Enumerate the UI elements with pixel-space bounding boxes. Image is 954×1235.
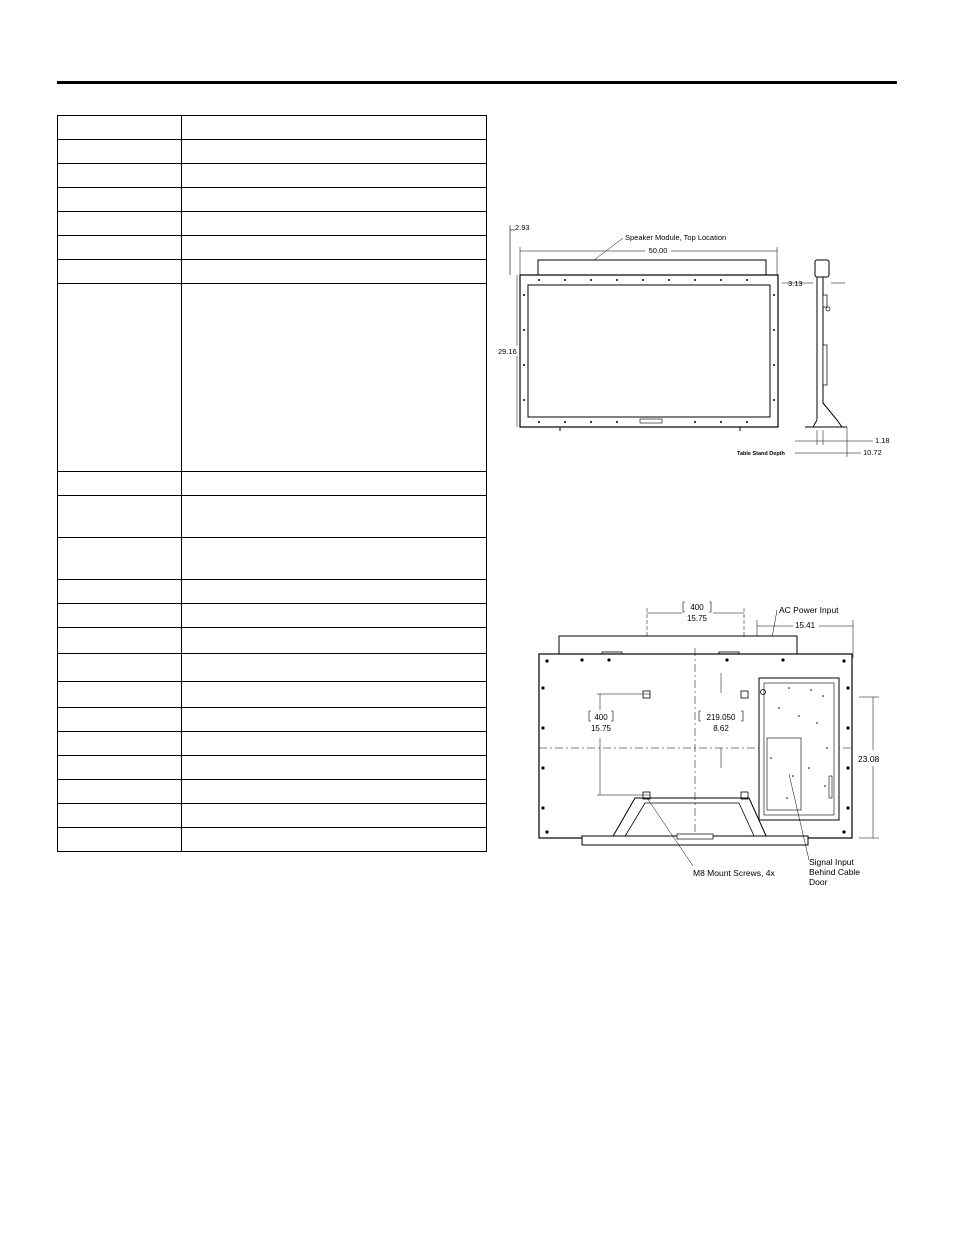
spec-label-cell — [58, 212, 182, 236]
spec-label-cell — [58, 116, 182, 140]
spec-row — [58, 604, 487, 628]
spec-value-cell — [182, 284, 487, 472]
spec-label-cell — [58, 708, 182, 732]
spec-label-cell — [58, 804, 182, 828]
cable-door — [759, 678, 839, 820]
rear-speaker-bar — [559, 636, 797, 654]
spec-value-cell — [182, 212, 487, 236]
signal-input-label-line2: Behind Cable — [809, 867, 861, 877]
spec-row — [58, 284, 487, 472]
spec-value-cell — [182, 804, 487, 828]
spec-value-cell — [182, 654, 487, 682]
spec-row — [58, 732, 487, 756]
spec-value-cell — [182, 188, 487, 212]
monitor-outline — [520, 275, 778, 427]
spec-label-cell — [58, 654, 182, 682]
spec-value-cell — [182, 260, 487, 284]
spec-value-cell — [182, 682, 487, 708]
spec-row — [58, 654, 487, 682]
dim-height-rear: 23.08 — [858, 754, 880, 764]
signal-input-label-line1: Signal Input — [809, 857, 854, 867]
spec-label-cell — [58, 260, 182, 284]
spec-value-cell — [182, 140, 487, 164]
vesa-v-in: 15.75 — [590, 724, 612, 733]
spec-label-cell — [58, 780, 182, 804]
spec-value-cell — [182, 756, 487, 780]
spec-row — [58, 828, 487, 852]
spec-row — [58, 538, 487, 580]
spec-label-cell — [58, 236, 182, 260]
spec-label-cell — [58, 828, 182, 852]
vesa-h-in: 15.75 — [686, 614, 708, 623]
spec-value-cell — [182, 538, 487, 580]
spec-value-cell — [182, 708, 487, 732]
spec-row — [58, 780, 487, 804]
dim-side-depth: 1.18 — [875, 436, 890, 445]
spec-label-cell — [58, 284, 182, 472]
rear-view-drawing — [527, 598, 892, 890]
mount-screws-label: M8 Mount Screws, 4x — [693, 868, 775, 878]
ac-power-label: AC Power Input — [779, 605, 839, 615]
dim-stand-depth: 10.72 — [863, 448, 882, 457]
spec-row — [58, 116, 487, 140]
spec-row — [58, 164, 487, 188]
spec-label-cell — [58, 682, 182, 708]
dim-right: 15.41 — [795, 621, 816, 630]
spec-row — [58, 260, 487, 284]
spec-row — [58, 212, 487, 236]
spec-value-cell — [182, 496, 487, 538]
spec-label-cell — [58, 580, 182, 604]
spec-value-cell — [182, 236, 487, 260]
spec-row — [58, 682, 487, 708]
dim-top-offset: 2.93 — [515, 223, 530, 232]
spec-row — [58, 756, 487, 780]
spec-row — [58, 708, 487, 732]
spec-value-cell — [182, 828, 487, 852]
spec-label-cell — [58, 472, 182, 496]
spec-label-cell — [58, 140, 182, 164]
spec-value-cell — [182, 732, 487, 756]
spec-label-cell — [58, 164, 182, 188]
side-speaker — [815, 260, 829, 277]
signal-input-label-line3: Door — [809, 877, 828, 887]
spec-row — [58, 236, 487, 260]
dim-side-top: 3.13 — [788, 279, 803, 288]
header-rule — [57, 81, 897, 84]
spec-label-cell — [58, 496, 182, 538]
spec-row — [58, 628, 487, 654]
spec-value-cell — [182, 164, 487, 188]
spec-label-cell — [58, 188, 182, 212]
spec-label-cell — [58, 628, 182, 654]
spec-row — [58, 188, 487, 212]
front-side-view-drawing — [495, 215, 895, 465]
dim-width: 50.00 — [648, 246, 668, 255]
center-mm: 219.050 — [706, 713, 736, 722]
spec-label-cell — [58, 732, 182, 756]
spec-row — [58, 580, 487, 604]
dim-height: 29.16 — [498, 347, 517, 356]
spec-value-cell — [182, 580, 487, 604]
spec-value-cell — [182, 780, 487, 804]
spec-value-cell — [182, 472, 487, 496]
spec-label-cell — [58, 538, 182, 580]
vesa-h-mm: 400 — [690, 603, 704, 612]
spec-table — [57, 115, 487, 852]
spec-label-cell — [58, 756, 182, 780]
spec-row — [58, 472, 487, 496]
speaker-module-bar — [538, 260, 766, 275]
spec-row — [58, 140, 487, 164]
vesa-v-mm: 400 — [594, 713, 608, 722]
stand-depth-label: Table Stand Depth — [737, 451, 785, 457]
spec-value-cell — [182, 628, 487, 654]
center-in: 8.62 — [713, 724, 729, 733]
spec-row — [58, 496, 487, 538]
spec-row — [58, 804, 487, 828]
spec-label-cell — [58, 604, 182, 628]
side-profile — [817, 277, 823, 427]
spec-value-cell — [182, 604, 487, 628]
spec-value-cell — [182, 116, 487, 140]
speaker-module-label: Speaker Module, Top Location — [625, 233, 727, 242]
